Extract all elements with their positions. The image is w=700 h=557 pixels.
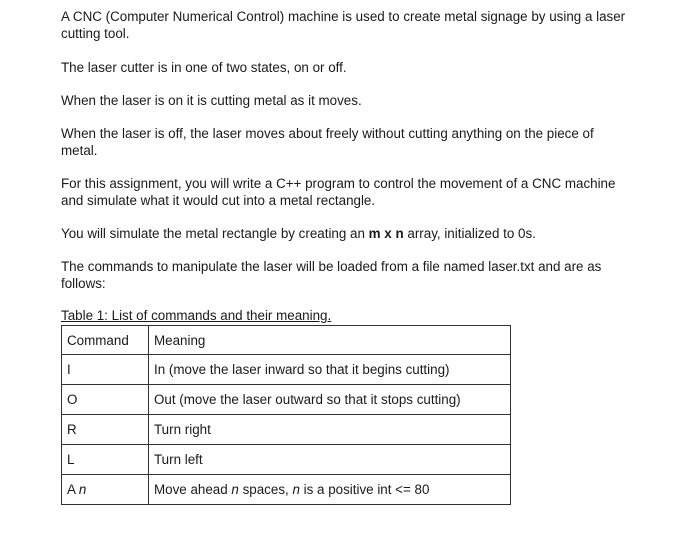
header-command: Command [62,326,149,355]
array-text-after: array, initialized to 0s. [403,226,536,241]
laser-states-paragraph: The laser cutter is in one of two states, on or off. [61,60,347,75]
commands-table [61,325,511,505]
document-body [61,8,631,505]
table-row [62,385,511,415]
table-row [62,475,511,505]
command-cell [62,475,149,505]
header-meaning: Meaning [149,326,511,355]
meaning-part-2: spaces, [238,482,293,497]
meaning-cell: In (move the laser inward so that it begins cutting) [149,355,511,385]
meaning-cell [149,475,511,505]
meaning-cell: Out (move the laser outward so that it stops cutting) [149,385,511,415]
meaning-param-2: n [292,482,300,497]
command-cell: I [62,355,149,385]
intro-paragraph: A CNC (Computer Numerical Control) machine is used to create metal signage by using a laser cutting tool. [61,9,626,41]
laser-on-paragraph: When the laser is on it is cutting metal as it moves. [61,93,362,108]
command-param: n [78,482,87,497]
table-header-row [62,326,511,355]
command-cell: O [62,385,149,415]
commands-paragraph: The commands to manipulate the laser will be loaded from a file named laser.txt and are as follows: [61,259,602,291]
meaning-part-1: Move ahead [154,482,232,497]
command-letter: A [67,482,79,497]
table-caption: Table 1: List of commands and their meaning. [61,308,332,323]
meaning-part-3: is a positive int <= 80 [299,482,430,497]
array-paragraph [61,225,631,242]
meaning-param-1: n [231,482,239,497]
meaning-cell: Turn left [149,445,511,475]
laser-off-paragraph: When the laser is off, the laser moves about freely without cutting anything on the piece of metal. [61,126,594,158]
table-row [62,415,511,445]
array-text-before: You will simulate the metal rectangle by creating an [61,226,369,241]
command-cell: R [62,415,149,445]
assignment-paragraph: For this assignment, you will write a C++ program to control the movement of a CNC machine and simulate what it would cut into a metal rectangle. [61,176,616,208]
array-dimensions: m x n [368,226,404,241]
command-cell: L [62,445,149,475]
meaning-cell: Turn right [149,415,511,445]
table-row [62,445,511,475]
table-row [62,355,511,385]
